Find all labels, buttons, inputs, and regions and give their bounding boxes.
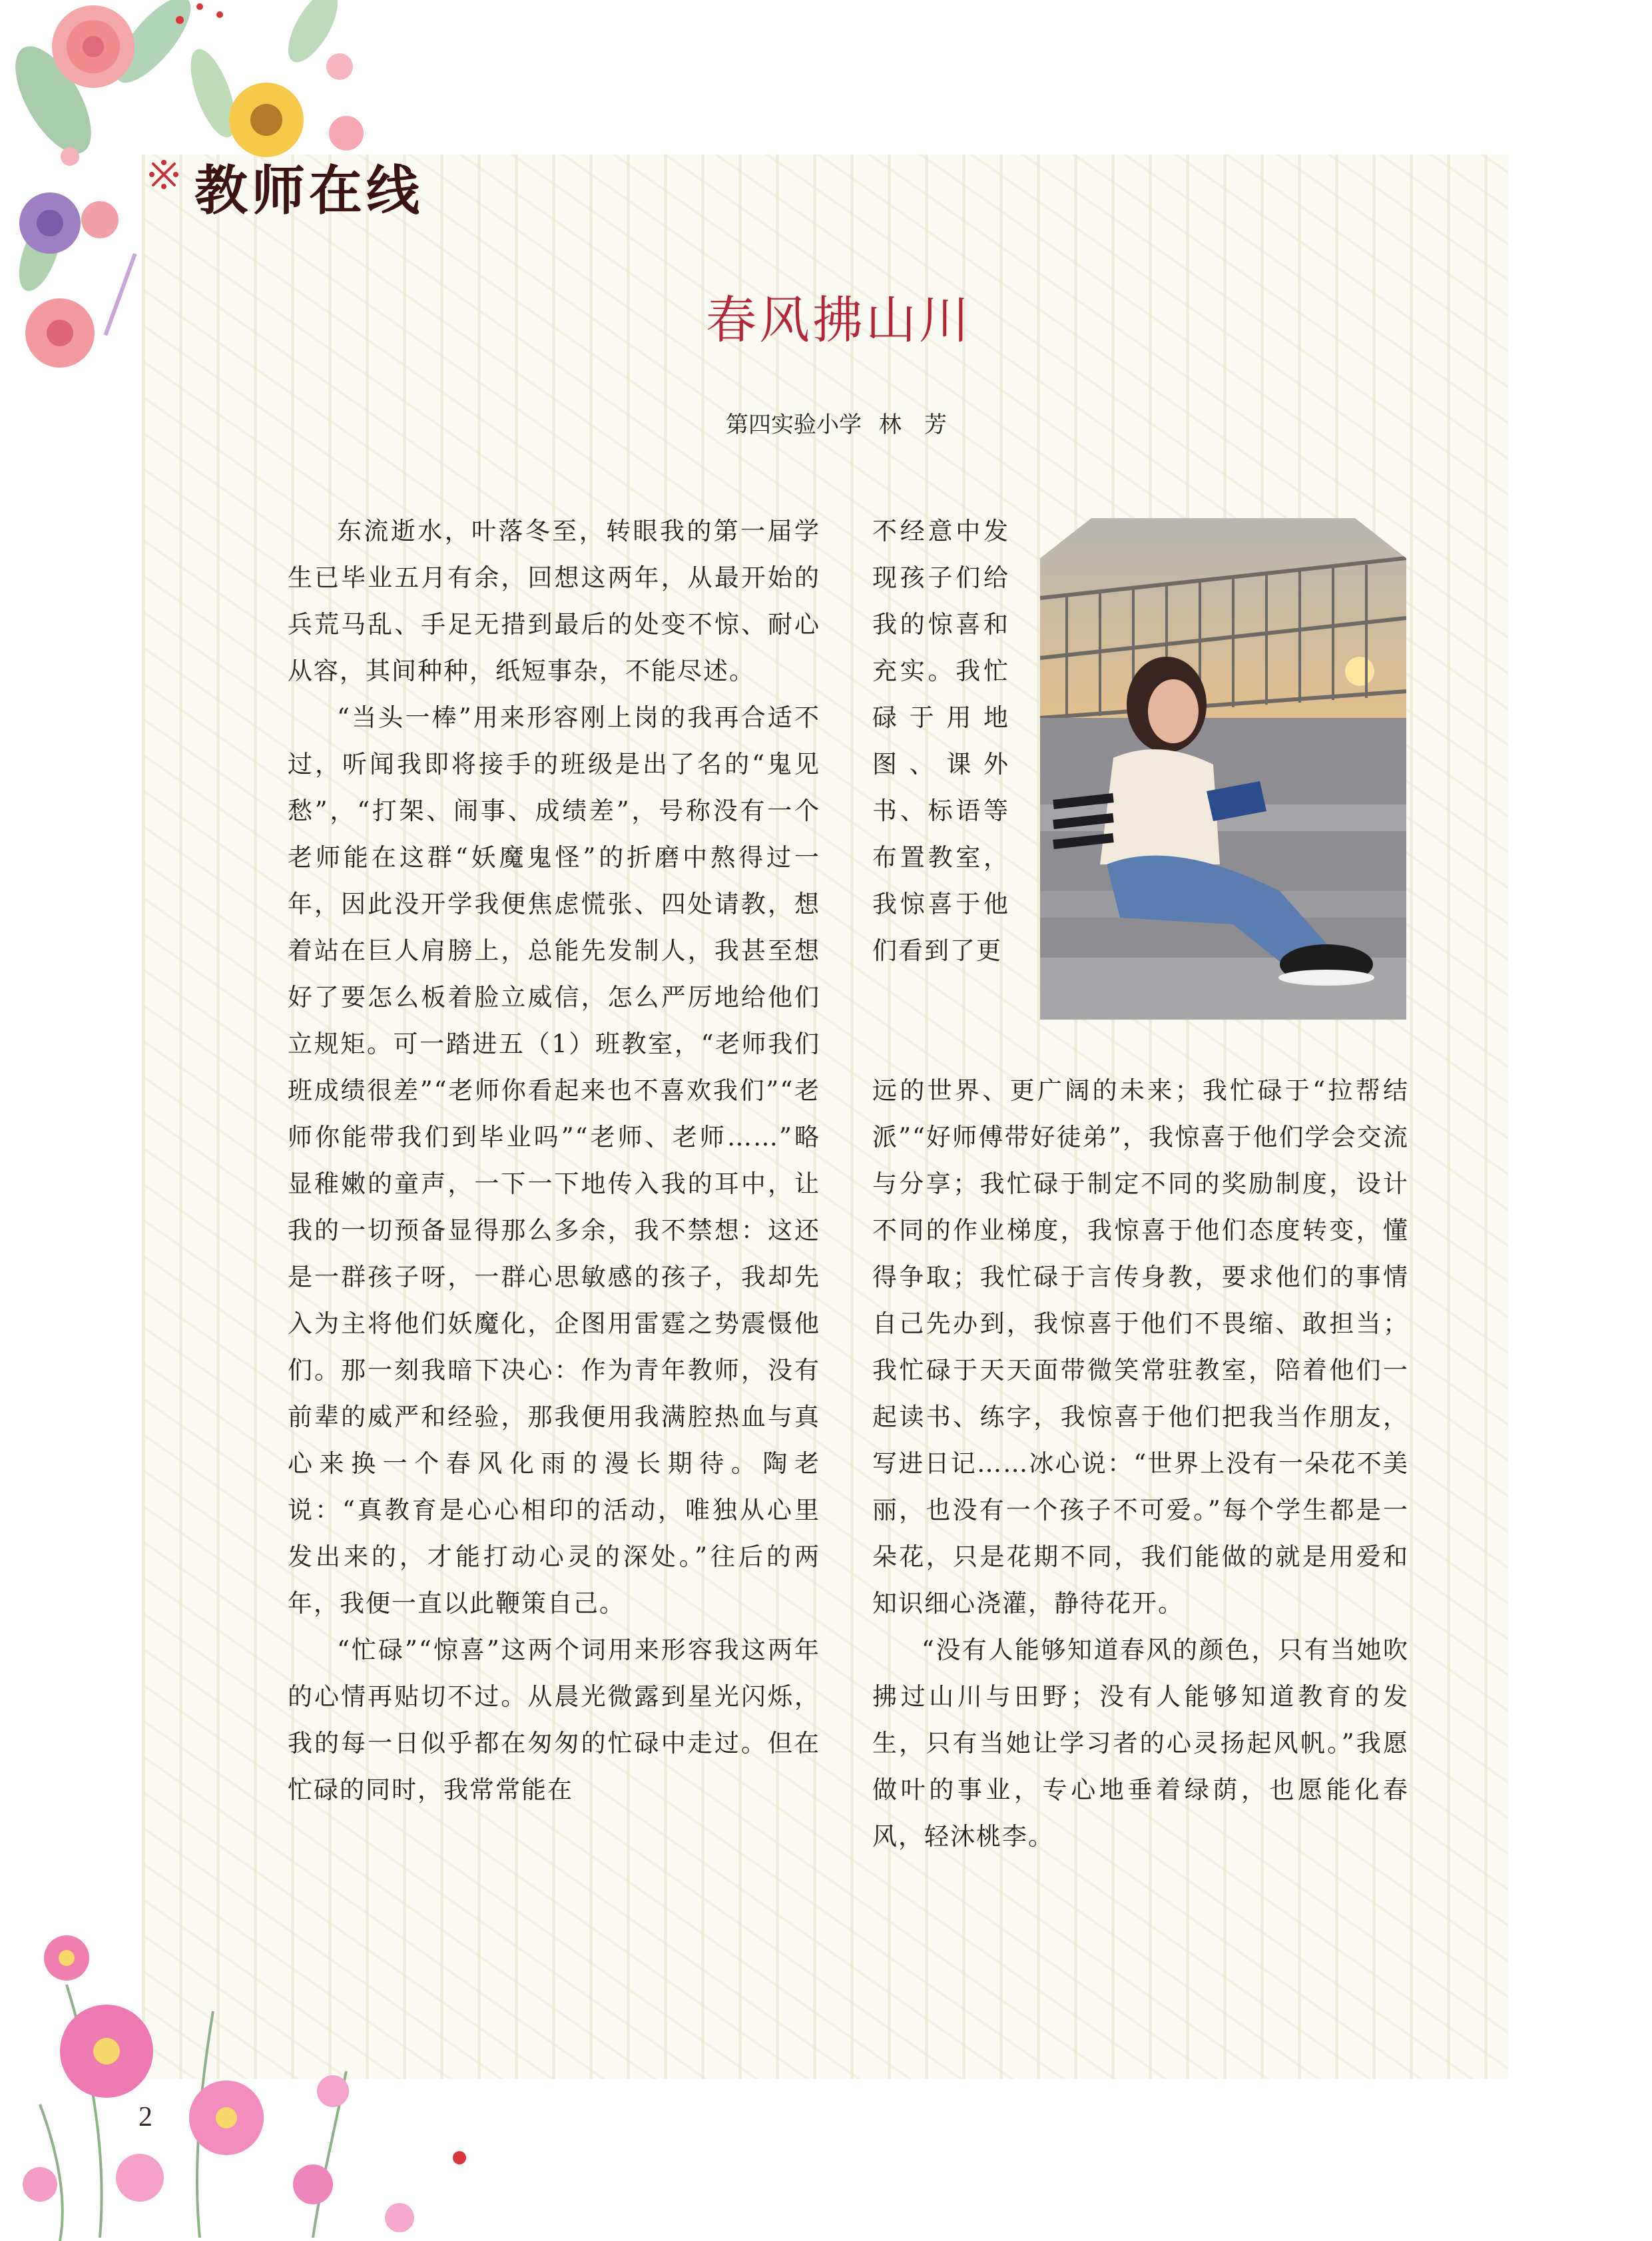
article-title: 春风拂山川 [706,290,972,350]
byline [726,406,947,439]
paragraph-continued: 远的世界、更广阔的未来；我忙碌于“拉帮结派”“好师傅带好徒弟”，我惊喜于他们学会交流与分享；我忙碌于制定不同的奖励制度，设计不同的作业梯度，我惊喜于他们态度转变，懂得争取；我忙碌于言传身教，要求他们的事情自己先办到，我惊喜于他们不畏缩、敢担当；我忙碌于天天面带微笑常驻教室，陪着他们一起读书、练字，我惊喜于他们把我当作朋友，写进日记……冰心说：“世界上没有一朵花不美丽，也没有一个孩子不可爱。”每个学生都是一朵花，只是花期不同，我们能做的就是用爱和知识细心浇灌，静待花开。 [872,1076,1409,1618]
paragraph: “没有人能够知道春风的颜色，只有当她吹拂过山川与田野；没有人能够知道教育的发生，只有当她让学习者的心灵扬起风帆。”我愿做叶的事业，专心地垂着绿荫，也愿能化春风，轻沐桃李。 [872,1636,1409,1851]
paragraph: “忙碌”“惊喜”这两个词用来形容我这两年的心情再贴切不过。从晨光微露到星光闪烁，我的每一日似乎都在匆匆的忙碌中走过。但在忙碌的同时，我常常能在 [288,1636,820,1804]
floral-decoration-bottom-left [0,1905,506,2241]
article-body-right-column-bottom [872,1068,1409,1860]
paragraph: 东流逝水，叶落冬至，转眼我的第一届学生已毕业五月有余，回想这两年，从最开始的兵荒马乱、手足无措到最后的处变不惊、耐心从容，其间种种，纸短事杂，不能尽述。 [288,517,820,685]
section-title: 教师在线 [194,159,423,222]
page-number: 2 [138,2102,152,2132]
paragraph: “当头一棒”用来形容刚上岗的我再合适不过，听闻我即将接手的班级是出了名的“鬼见愁”，“打架、闹事、成绩差”，号称没有一个老师能在这群“妖魔鬼怪”的折磨中熬得过一年，因此没开学我便焦虑慌张、四处请教，想着站在巨人肩膀上，总能先发制人，我甚至想好了要怎么板着脸立威信，怎么严厉地给他们立规矩。可一踏进五（1）班教室，“老师我们班成绩很差”“老师你看起来也不喜欢我们”“老师你能带我们到毕业吗”“老师、老师……”略显稚嫩的童声，一下一下地传入我的耳中，让我的一切预备显得那么多余，我不禁想：这还是一群孩子呀，一群心思敏感的孩子，我却先入为主将他们妖魔化，企图用雷霆之势震慑他们。那一刻我暗下决心：作为青年教师，没有前辈的威严和经验，那我便用我满腔热血与真心来换一个春风化雨的漫长期待。陶老说：“真教育是心心相印的活动，唯独从心里发出来的，才能打动心灵的深处。”往后的两年，我便一直以此鞭策自己。 [288,703,820,1618]
reference-mark-icon [148,159,180,190]
article-body-left-column [288,508,820,1813]
byline-author: 林 芳 [879,412,947,438]
byline-school: 第四实验小学 [726,412,862,438]
article-body-right-column-top [872,508,1009,974]
teacher-reading-photo [1040,518,1406,1020]
paragraph-continued: 不经意中发现孩子们给我的惊喜和充实。我忙碌于用地图、课外书、标语等布置教室，我惊喜于他们看到了更 [872,517,1009,965]
